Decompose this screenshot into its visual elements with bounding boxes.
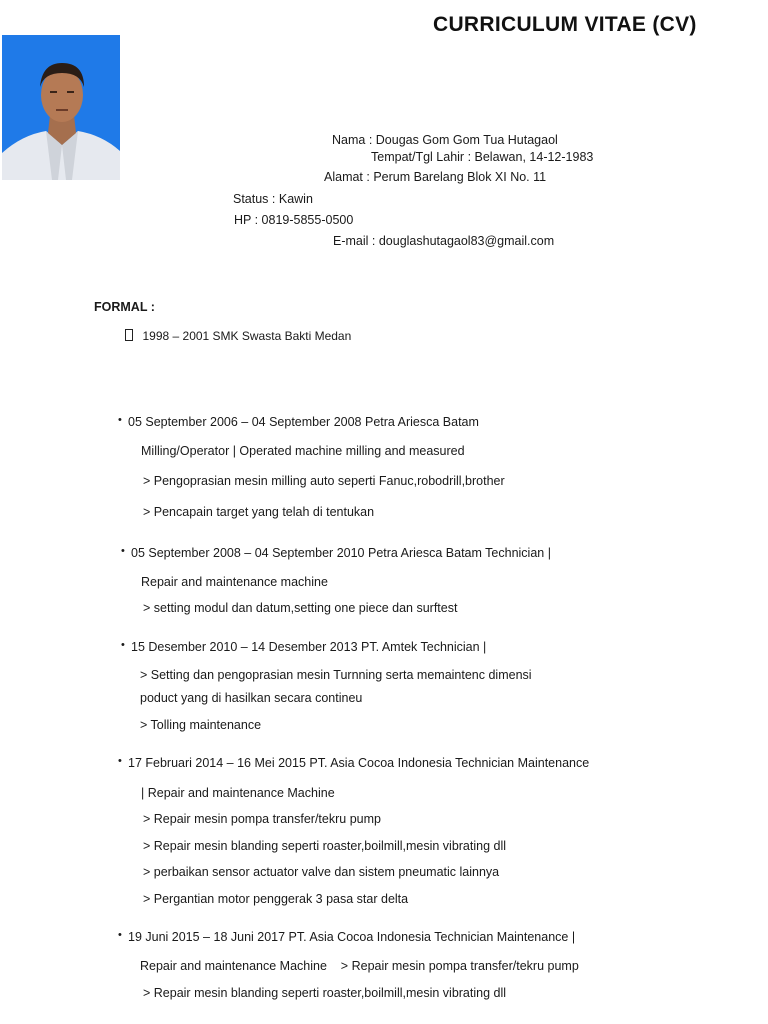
job-1-detail: > Pencapain target yang telah di tentukan — [143, 505, 375, 519]
bullet-icon: • — [118, 414, 122, 426]
job-5-line2: Repair and maintenance Machine > Repair mesin pompa transfer/tekru pump — [140, 959, 579, 973]
job-4-line1: 17 Februari 2014 – 16 Mei 2015 PT. Asia Cocoa Indonesia Technician Maintenance — [128, 756, 590, 770]
job-1-detail: > Pengoprasian mesin milling auto seperti Fanuc,robodrill,brother — [143, 474, 505, 488]
job-3-line1: 15 Desember 2010 – 14 Desember 2013 PT. Amtek Technician | — [131, 640, 487, 654]
job-4-detail: > Repair mesin blanding seperti roaster,boilmill,mesin vibrating dll — [143, 839, 507, 853]
job-2-detail: > setting modul dan datum,setting one piece dan surftest — [143, 601, 458, 615]
job-4-detail: > Repair mesin pompa transfer/tekru pump — [143, 812, 381, 826]
job-3-line3: poduct yang di hasilkan secara contineu — [140, 691, 363, 705]
email-field: E-mail : douglashutagaol83@gmail.com — [333, 234, 555, 248]
job-4-line2: | Repair and maintenance Machine — [141, 786, 335, 800]
birth-field: Tempat/Tgl Lahir : Belawan, 14-12-1983 — [371, 150, 594, 164]
education-item-text: 1998 – 2001 SMK Swasta Bakti Medan — [142, 329, 352, 343]
job-4-detail: > perbaikan sensor actuator valve dan sistem pneumatic lainnya — [143, 865, 500, 879]
job-1-line2: Milling/Operator | Operated machine milling and measured — [141, 444, 465, 458]
bullet-icon: • — [118, 929, 122, 941]
job-1-line1: 05 September 2006 – 04 September 2008 Petra Ariesca Batam — [128, 415, 479, 429]
job-5-detail: > Repair mesin blanding seperti roaster,boilmill,mesin vibrating dll — [143, 986, 507, 1000]
job-5-line1: 19 Juni 2015 – 18 Juni 2017 PT. Asia Cocoa Indonesia Technician Maintenance | — [128, 930, 576, 944]
bullet-icon: • — [118, 755, 122, 767]
profile-photo — [2, 35, 120, 180]
job-2-line2: Repair and maintenance machine — [141, 575, 328, 589]
status-field: Status : Kawin — [233, 192, 313, 206]
person-photo-icon — [2, 35, 120, 180]
page-title: CURRICULUM VITAE (CV) — [433, 13, 697, 36]
job-4-detail: > Pergantian motor penggerak 3 pasa star delta — [143, 892, 409, 906]
address-field: Alamat : Perum Barelang Blok XI No. 11 — [324, 170, 547, 184]
bullet-icon: • — [121, 639, 125, 651]
education-heading: FORMAL : — [94, 300, 155, 314]
name-field: Nama : Dougas Gom Gom Tua Hutagaol — [332, 133, 558, 147]
education-item — [125, 329, 351, 343]
job-2-line1: 05 September 2008 – 04 September 2010 Petra Ariesca Batam Technician | — [131, 546, 551, 560]
phone-field: HP : 0819-5855-0500 — [234, 213, 354, 227]
box-glyph-icon — [125, 329, 133, 341]
job-3-detail: > Tolling maintenance — [140, 718, 262, 732]
bullet-icon: • — [121, 545, 125, 557]
job-3-line2: > Setting dan pengoprasian mesin Turnning serta memaintenc dimensi — [140, 668, 532, 682]
